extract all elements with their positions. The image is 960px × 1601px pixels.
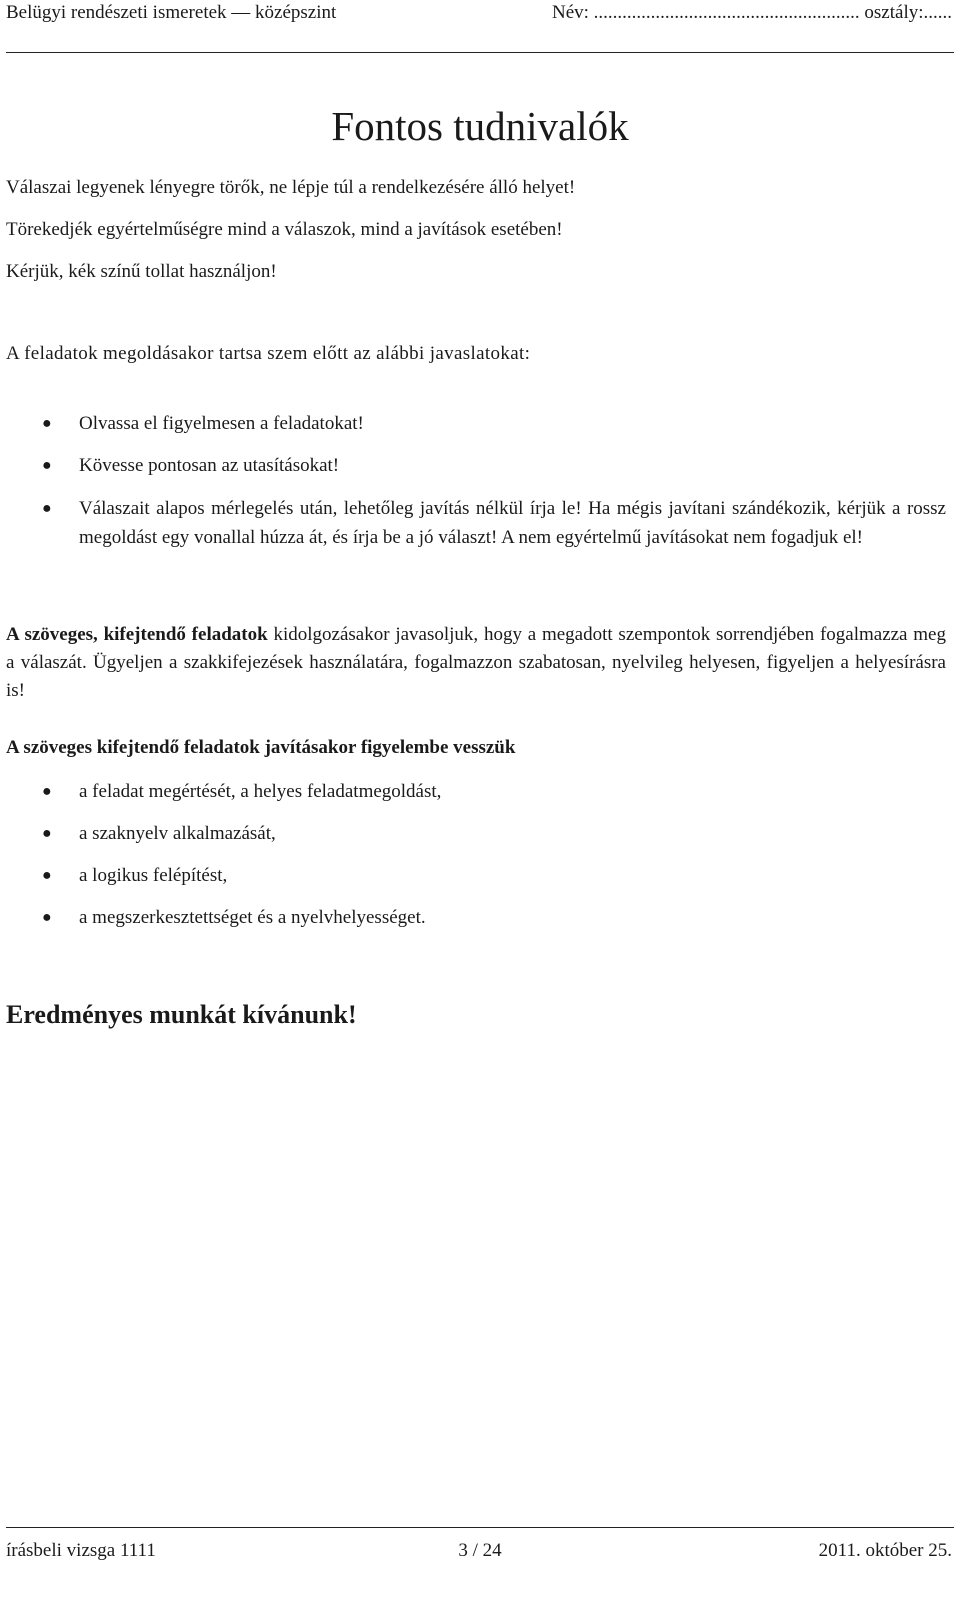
- advice-heading: A feladatok megoldásakor tartsa szem előtt az alábbi javaslatokat:: [6, 343, 531, 364]
- intro-line-1: Válaszai legyenek lényegre törők, ne lépje túl a rendelkezésére álló helyet!: [6, 177, 576, 198]
- bullet-icon: ●: [42, 457, 52, 474]
- list-item: [0, 862, 946, 890]
- bullet-icon: ●: [42, 909, 52, 926]
- closing-message: Eredményes munkát kívánunk!: [6, 1000, 357, 1029]
- criteria-list: [0, 778, 946, 932]
- advice-text: Olvassa el figyelmesen a feladatokat!: [79, 413, 364, 434]
- page-title: Fontos tudnivalók: [331, 103, 629, 149]
- essay-rest: kidolgozásakor javasoljuk, hogy a megadott szempontok sorrendjében fogalmazza meg a válaszát. Ügyeljen a szakkifejezések használatára, fogalmazzon szabatosan, nyelvileg helyesen, figyeljen a helyesírásra is!: [6, 624, 946, 701]
- list-item: [0, 494, 946, 552]
- advice-text: Válaszait alapos mérlegelés után, lehetőleg javítás nélkül írja le! Ha mégis javítani szándékozik, kérjük a rossz megoldást egy vonallal húzza át, és írja be a jó választ! A nem egyértelmű javításokat nem fogadjuk el!: [79, 498, 946, 548]
- criteria-text: a feladat megértését, a helyes feladatmegoldást,: [79, 781, 442, 802]
- list-item: [0, 410, 946, 438]
- bullet-icon: ●: [42, 500, 52, 517]
- criteria-text: a megszerkesztettséget és a nyelvhelyességet.: [79, 907, 426, 928]
- page-header: [6, 0, 954, 30]
- advice-text: Kövesse pontosan az utasításokat!: [79, 455, 340, 476]
- bullet-icon: ●: [42, 783, 52, 800]
- list-item: [0, 452, 946, 480]
- footer-exam-code: írásbeli vizsga 1111: [6, 1540, 156, 1561]
- footer-divider: [6, 1527, 954, 1528]
- bullet-icon: ●: [42, 415, 52, 432]
- criteria-text: a szaknyelv alkalmazását,: [79, 823, 276, 844]
- intro-line-2: Törekedjék egyértelműségre mind a válaszok, mind a javítások esetében!: [6, 219, 563, 240]
- list-item: [0, 778, 946, 806]
- page-number: 3 / 24: [458, 1540, 502, 1561]
- intro-line-3: Kérjük, kék színű tollat használjon!: [6, 261, 277, 282]
- list-item: [0, 820, 946, 848]
- bullet-icon: ●: [42, 867, 52, 884]
- advice-list: [0, 410, 946, 552]
- page-footer: [6, 1540, 954, 1570]
- criteria-text: a logikus felépítést,: [79, 865, 228, 886]
- list-item: [0, 904, 946, 932]
- header-name-class-field: Név: ........................................................ osztály:......: [551, 2, 952, 23]
- essay-bold-lead: A szöveges, kifejtendő feladatok: [6, 624, 268, 645]
- footer-date: 2011. október 25.: [818, 1540, 952, 1561]
- bullet-icon: ●: [42, 825, 52, 842]
- criteria-heading: A szöveges kifejtendő feladatok javításakor figyelembe vesszük: [6, 737, 516, 758]
- essay-paragraph: [6, 621, 946, 705]
- header-divider: [6, 52, 954, 53]
- header-subject: Belügyi rendészeti ismeretek — középszint: [6, 2, 337, 23]
